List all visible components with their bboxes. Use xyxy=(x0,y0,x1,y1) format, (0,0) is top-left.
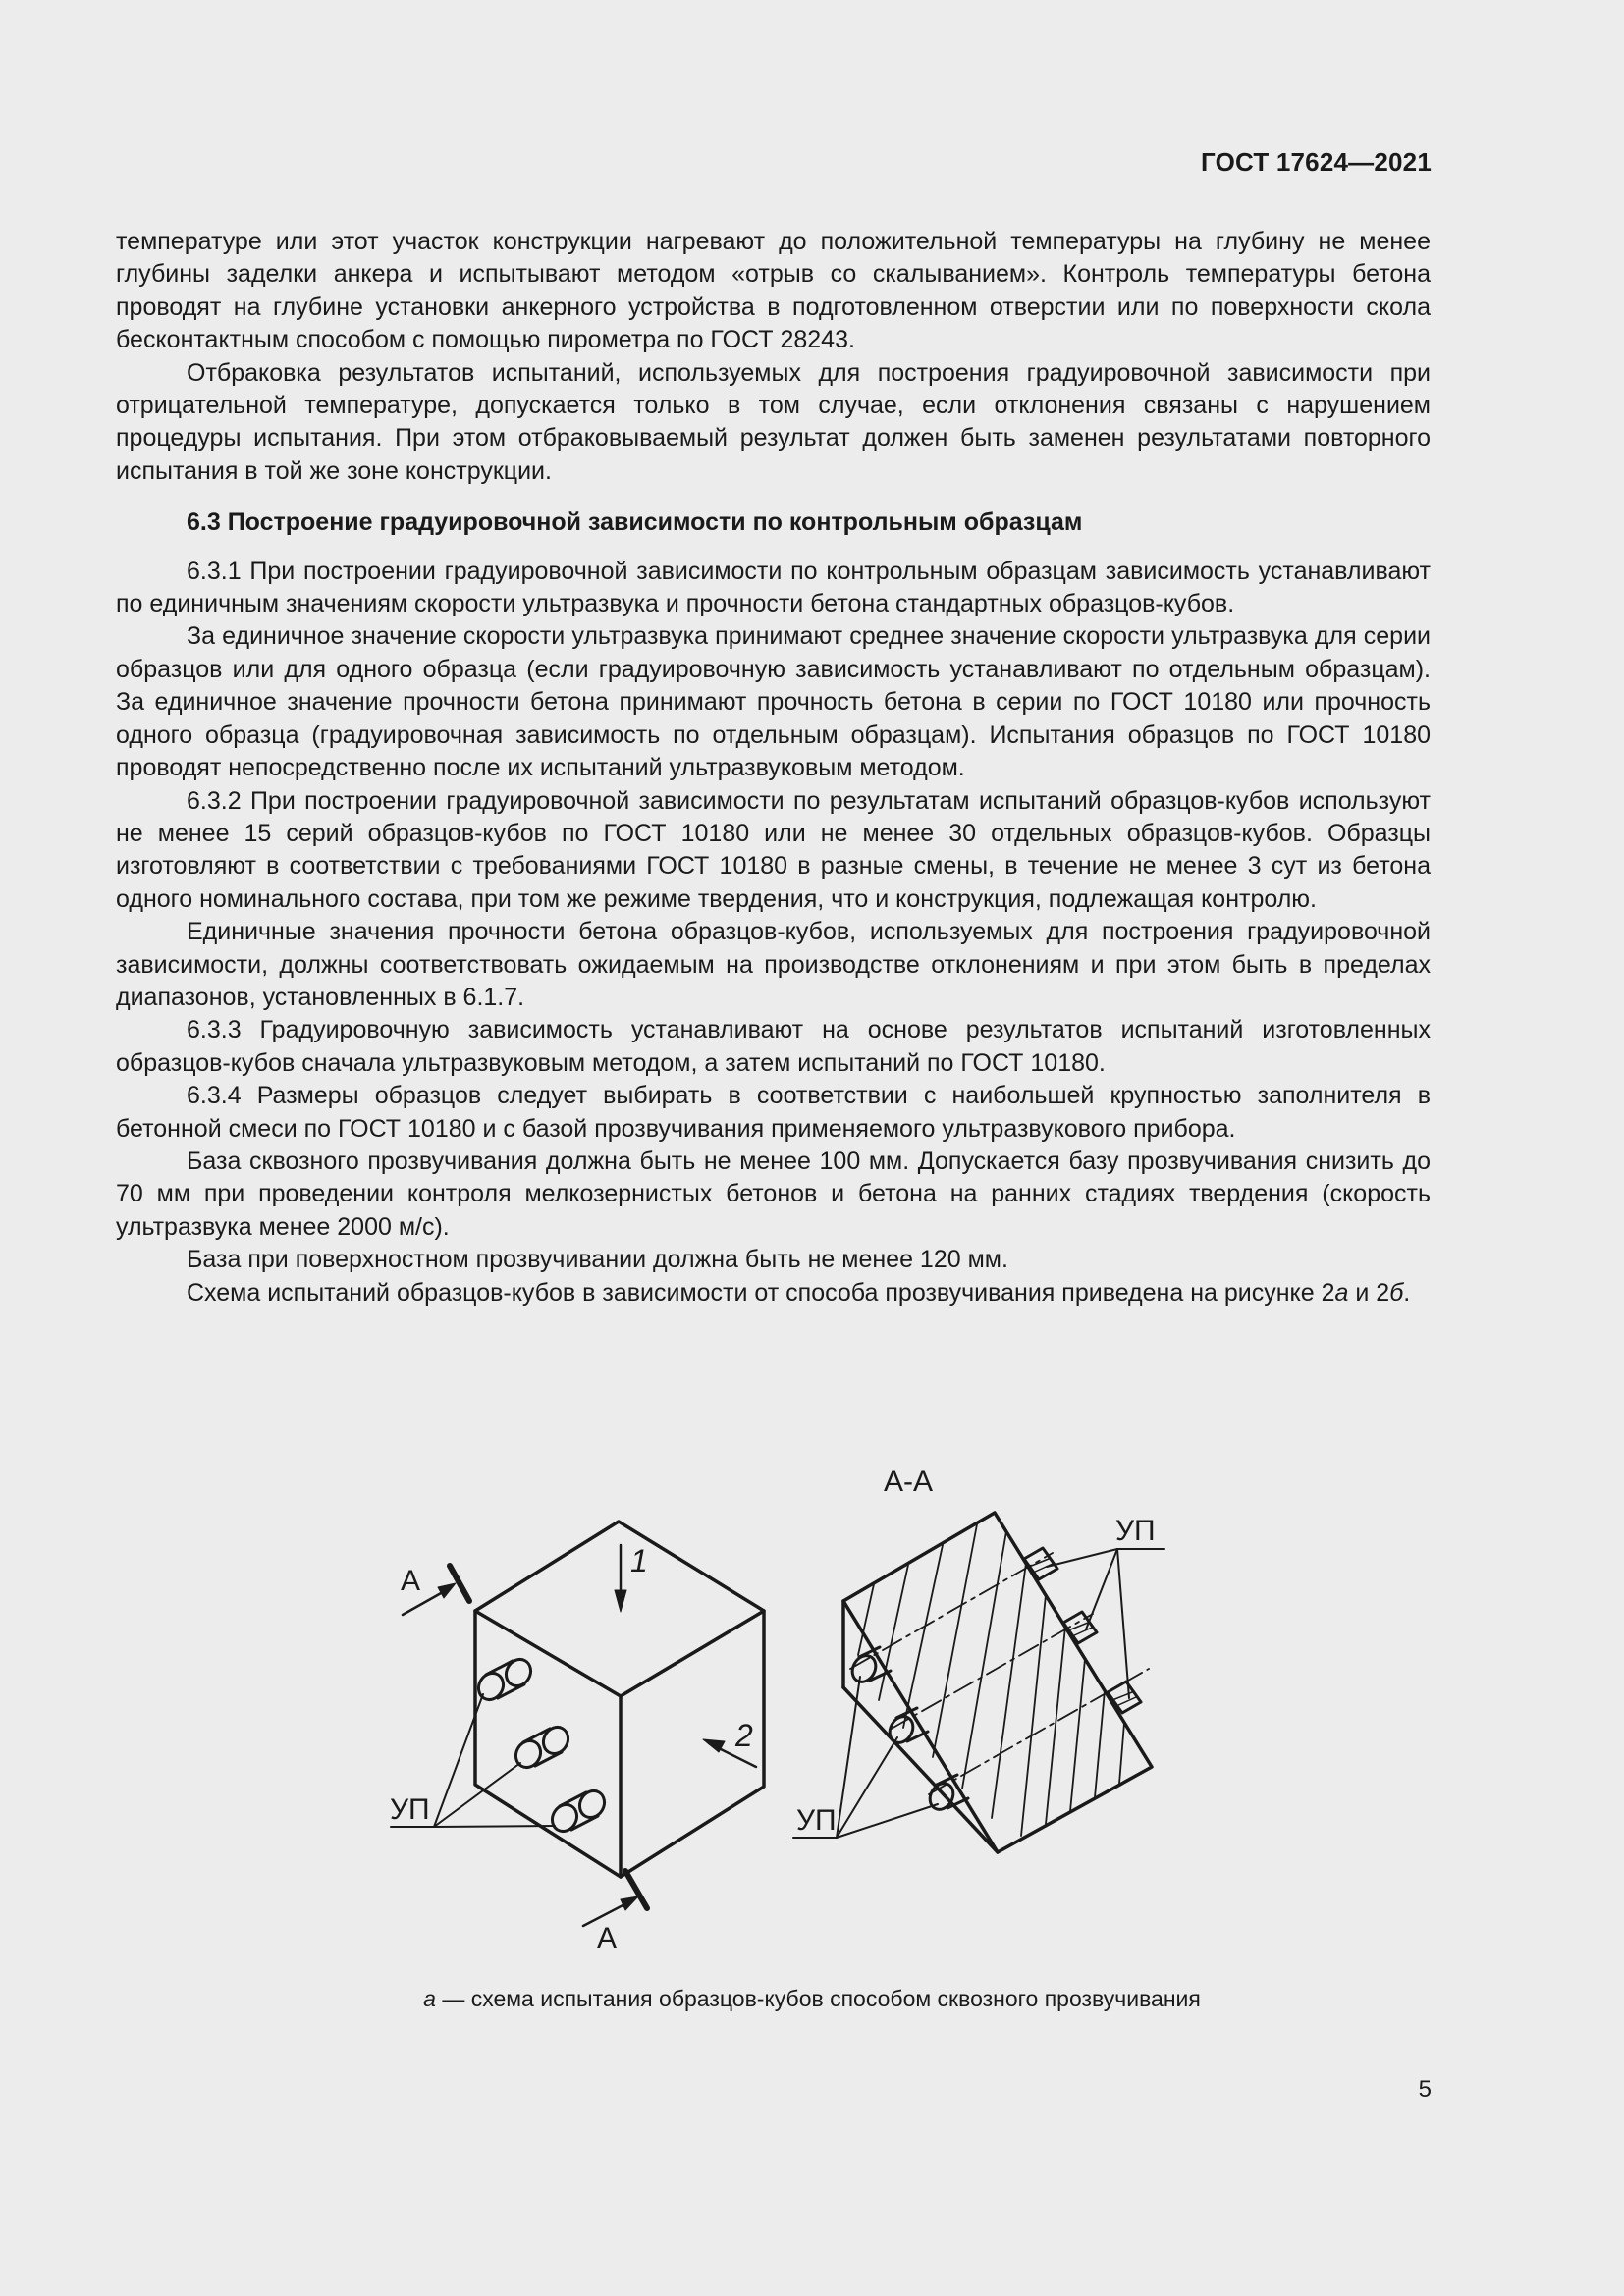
label-section-a-bottom: А xyxy=(597,1922,618,1954)
section-drawing xyxy=(843,1513,1152,1852)
body-text xyxy=(116,226,1431,1309)
label-transducer-top-right: УП xyxy=(1115,1515,1156,1547)
paragraph: 6.3.2 При построении градуировочной зависимости по результатам испытаний образцов-кубов используют не менее 15 серий образцов-кубов по ГОСТ 10180 или не менее 30 отдельных образцов-кубов. Образцы изготовляют в соответствии с требованиями ГОСТ 10180 в разные смены, в течение не менее 3 сут из бетона одного номинального состава, при том же режиме твердения, что и конструкция, подлежащая контролю. xyxy=(116,786,1431,913)
document-id-header: ГОСТ 17624—2021 xyxy=(1201,147,1432,177)
paragraph: База при поверхностном прозвучивании должна быть не менее 120 мм. xyxy=(187,1246,1008,1274)
figure-drawing xyxy=(0,1453,1624,2002)
paragraph: База сквозного прозвучивания должна быть не менее 100 мм. Допускается базу прозвучивания снизить до 70 мм при проведении контроля мелкозернистых бетонов и бетона на ранних стадиях твердения (скорость ультразвука менее 2000 м/с). xyxy=(116,1147,1431,1241)
label-direction-2: 2 xyxy=(735,1718,753,1753)
paragraph: температуре или этот участок конструкции нагревают до положительной температуры на глубину не менее глубины заделки анкера и испытывают методом «отрыв со скалыванием». Контроль температуры бетона проводят на глубине установки анкерного устройства в подготовленном отверстии или по поверхности скола бесконтактным способом с помощью пирометра по ГОСТ 28243. xyxy=(116,228,1431,354)
page-number: 5 xyxy=(1418,2076,1432,2103)
cube-transducer xyxy=(512,1723,573,1772)
paragraph: 6.3.1 При построении градуировочной зависимости по контрольным образцам зависимость устанавливают по единичным значениям скорости ультразвука и прочности бетона стандартных образцов-кубов. xyxy=(116,557,1431,618)
paragraph: Единичные значения прочности бетона образцов-кубов, используемых для построения градуировочной зависимости, должны соответствовать ожидаемым на производстве отклонениям и при этом быть в пределах диапазонов, установленных в 6.1.7. xyxy=(116,918,1431,1011)
figure-caption: а — схема испытания образцов-кубов способом сквозного прозвучивания xyxy=(423,1986,1201,2011)
direction-arrow-1 xyxy=(615,1545,626,1612)
label-direction-1: 1 xyxy=(630,1543,648,1578)
paragraph: За единичное значение скорости ультразвука принимают среднее значение скорости ультразвука для серии образцов или для одного образца (если градуировочную зависимость устанавливают по отдельным образцам). За единичное значение прочности бетона принимают прочность бетона в серии по ГОСТ 10180 или прочность одного образца (градуировочная зависимость по отдельным образцам). Испытания образцов по ГОСТ 10180 проводят непосредственно после их испытаний ультразвуковым методом. xyxy=(116,622,1431,782)
figure-2a xyxy=(0,1453,1624,2002)
label-section-a-top: А xyxy=(401,1565,421,1597)
section-transducer xyxy=(1108,1682,1141,1713)
section-heading: 6.3 Построение градуировочной зависимости по контрольным образцам xyxy=(187,508,1083,537)
label-section-title: А-А xyxy=(884,1466,934,1498)
label-transducer-left: УП xyxy=(390,1793,430,1826)
section-hatching xyxy=(858,1524,1124,1836)
paragraph: 6.3.4 Размеры образцов следует выбирать в соответствии с наибольшей крупностью заполнителя в бетонной смеси по ГОСТ 10180 и с базой прозвучивания применяемого ультразвукового прибора. xyxy=(116,1082,1431,1143)
paragraph: Отбраковка результатов испытаний, используемых для построения градуировочной зависимости при отрицательной температуре, допускается только в том случае, если отклонения связаны с нарушением процедуры испытания. При этом отбраковываемый результат должен быть заменен результатами повторного испытания в той же зоне конструкции. xyxy=(116,358,1431,485)
label-transducer-section: УП xyxy=(796,1804,837,1837)
paragraph: 6.3.3 Градуировочную зависимость устанавливают на основе результатов испытаний изготовленных образцов-кубов сначала ультразвуковым методом, а затем испытаний по ГОСТ 10180. xyxy=(116,1016,1431,1077)
section-mark-bottom xyxy=(583,1871,647,1926)
paragraph-figure-ref: Схема испытаний образцов-кубов в зависимости от способа прозвучивания приведена на рисунке 2а и 2б. xyxy=(187,1278,1411,1307)
cube-transducer xyxy=(548,1787,610,1836)
